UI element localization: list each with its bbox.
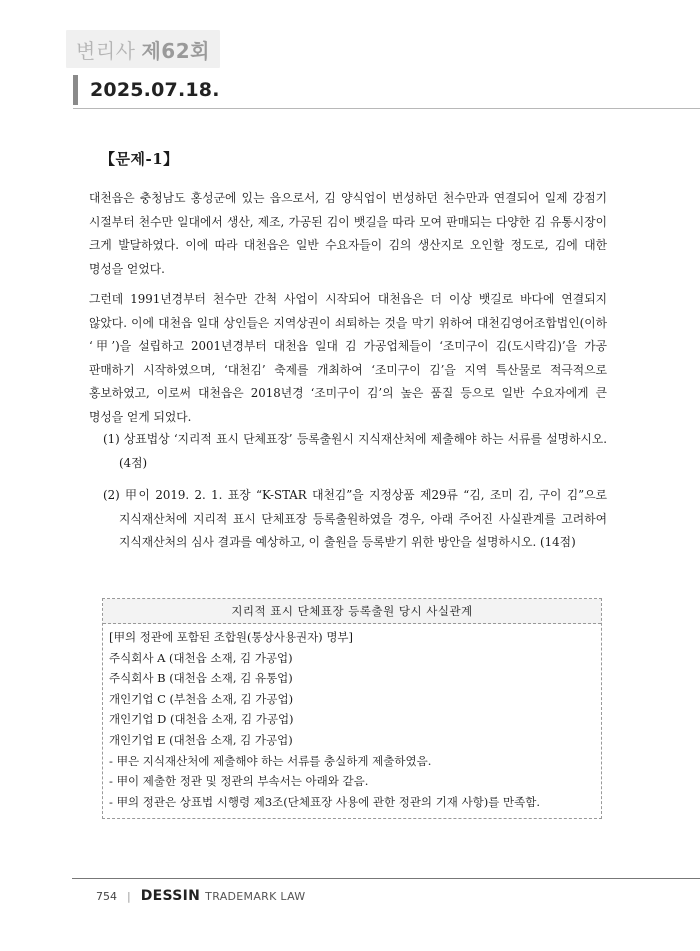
exam-label bbox=[66, 30, 220, 68]
date-heading bbox=[73, 76, 220, 104]
header-divider bbox=[73, 108, 700, 109]
footer-divider bbox=[72, 878, 700, 879]
facts-line: 개인기업 D (대천읍 소재, 김 가공업) bbox=[109, 712, 294, 727]
facts-line: 개인기업 E (대천읍 소재, 김 가공업) bbox=[109, 732, 293, 747]
book-subtitle: TRADEMARK LAW bbox=[205, 889, 306, 903]
facts-box-title: 지리적 표시 단체표장 등록출원 당시 사실관계 bbox=[103, 599, 601, 624]
facts-line: - 甲은 지식재산처에 제출해야 하는 서류를 충실하게 제출하였음. bbox=[109, 753, 432, 768]
facts-line: - 甲이 제출한 정관 및 정관의 부속서는 아래와 같음. bbox=[109, 774, 369, 789]
footer-separator: | bbox=[127, 889, 131, 903]
question-2: (2) 甲이 2019. 2. 1. 표장 “K-STAR 대천김”을 지정상품 제29류 “김, 조미 김, 구이 김”으로 지식재산처에 지리적 표시 단체표장 등록출원하였을 경우, 아래 주어진 사실관계를 고려하여 지식재산처의 심사 결과를 예상하고, 이 출원을 등록받기 위한 방안을 설명하시오. (14점) bbox=[103, 488, 607, 549]
facts-line: - 甲의 정관은 상표법 시행령 제3조(단체표장 사용에 관한 정관의 기재 사항)를 만족함. bbox=[109, 794, 541, 809]
problem-paragraph-1: 대천읍은 충청남도 홍성군에 있는 읍으로서, 김 양식업이 번성하던 천수만과 연결되어 일제 강점기 시절부터 천수만 일대에서 생산, 제조, 가공된 김이 뱃길을 따라 모여 판매되는 다양한 김 유통시장이 크게 발달하였다. 이에 따라 대천읍은 일반 수요자들이 김의 생산지로 오인할 정도로, 김에 대한 명성을 얻었다. bbox=[89, 191, 607, 276]
date-accent-bar bbox=[73, 75, 78, 105]
exam-date: 2025.07.18. bbox=[90, 79, 220, 101]
facts-box bbox=[102, 598, 602, 819]
exam-prefix: 변리사 bbox=[76, 38, 136, 63]
page-footer bbox=[96, 887, 305, 905]
exam-round: 제62회 bbox=[141, 38, 210, 63]
problem-title: 【문제-1】 bbox=[100, 150, 179, 168]
facts-line: 주식회사 A (대천읍 소재, 김 가공업) bbox=[109, 650, 293, 665]
facts-line: [甲의 정관에 포함된 조합원(통상사용권자) 명부] bbox=[109, 630, 354, 644]
problem-paragraph-2: 그런데 1991년경부터 천수만 간척 사업이 시작되어 대천읍은 더 이상 뱃길로 바다에 연결되지 않았다. 이에 대천읍 일대 상인들은 지역상권이 쇠퇴하는 것을 막기 위하여 대천김영어조합법인(이하 ‘甲’)을 설립하고 2001년경부터 대천읍 일대 김 가공업체들이 ‘조미구이 김(도시락김)’을 가공 판매하기 시작하였으며, ‘대천김’ 축제를 개최하여 ‘조미구이 김’을 지역 특산물로 적극적으로 홍보하였고, 이로써 대천읍은 2018년경 ‘조미구이 김’의 높은 품질 등으로 일반 수요자에게 큰 명성을 얻게 되었다. bbox=[89, 292, 607, 424]
question-1: (1) 상표법상 ‘지리적 표시 단체표장’ 등록출원시 지식재산처에 제출해야 하는 서류를 설명하시오. (4점) bbox=[103, 432, 607, 470]
facts-box-body bbox=[103, 624, 601, 818]
brand-logo: DESSIN bbox=[140, 888, 201, 904]
page-number: 754 bbox=[96, 889, 117, 903]
facts-line: 개인기업 C (부천읍 소재, 김 가공업) bbox=[109, 691, 294, 706]
facts-line: 주식회사 B (대천읍 소재, 김 유통업) bbox=[109, 671, 293, 686]
